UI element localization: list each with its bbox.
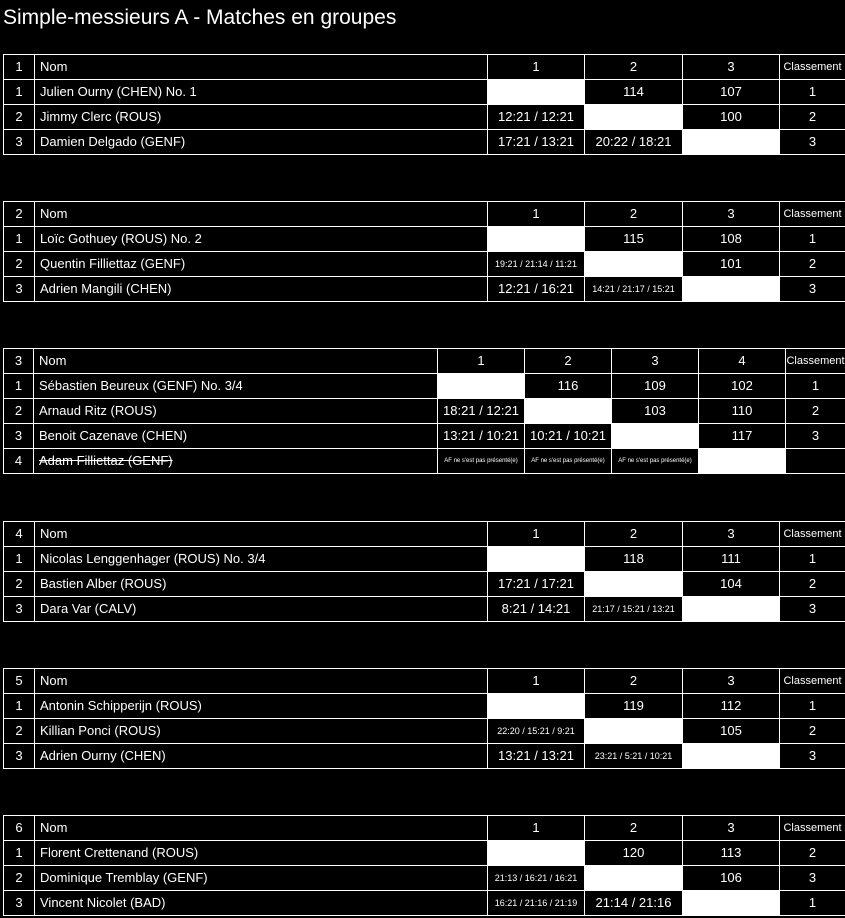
match-score-cell: 13:21 / 10:21 [438,424,525,449]
opponent-column-header: 3 [612,349,699,374]
player-rank: 2 [780,572,845,597]
player-name: Damien Delgado (GENF) [35,130,488,155]
player-row [4,547,845,572]
name-column-header: Nom [35,816,488,841]
opponent-column-header: 2 [585,202,683,227]
player-name: Adrien Ourny (CHEN) [35,744,488,769]
player-position: 1 [4,547,35,572]
group-table-6 [3,815,845,916]
no-show-cell: AF ne s'est pas présenté(e) [525,449,612,474]
opponent-column-header: 2 [525,349,612,374]
player-row [4,80,845,105]
match-cell: 114 [585,80,683,105]
player-rank: 2 [780,105,845,130]
group-number: 4 [4,522,35,547]
player-rank: 3 [786,424,845,449]
player-position: 3 [4,130,35,155]
group-header-row [4,202,845,227]
player-rank [786,449,845,474]
player-rank: 3 [780,744,845,769]
player-row [4,719,845,744]
player-name: Dominique Tremblay (GENF) [35,866,488,891]
player-row [4,866,845,891]
player-rank: 2 [780,719,845,744]
player-name: Jimmy Clerc (ROUS) [35,105,488,130]
player-name: Loïc Gothuey (ROUS) No. 2 [35,227,488,252]
player-position: 1 [4,694,35,719]
group-table-2 [3,201,845,302]
match-cell: 111 [683,547,780,572]
group-number: 6 [4,816,35,841]
player-position: 3 [4,597,35,622]
self-match-cell [612,424,699,449]
match-score-cell: 8:21 / 14:21 [488,597,585,622]
name-column-header: Nom [35,669,488,694]
match-cell: 117 [699,424,786,449]
player-row [4,252,845,277]
player-position: 1 [4,80,35,105]
player-row [4,227,845,252]
player-name-withdrawn: Adam Filliettaz (GENF) [34,449,438,474]
match-score-cell: 21:14 / 21:16 [585,891,683,916]
player-row [4,424,845,449]
match-cell: 102 [699,374,786,399]
group-number: 2 [4,202,35,227]
match-cell: 118 [585,547,683,572]
player-rank: 3 [780,277,845,302]
group-header-row [4,522,845,547]
self-match-cell [585,252,683,277]
player-name: Bastien Alber (ROUS) [35,572,488,597]
page-title: Simple-messieurs A - Matches en groupes [3,6,397,29]
match-score-cell: 20:22 / 18:21 [585,130,683,155]
player-rank: 1 [780,891,845,916]
ranking-column-header: Classement [786,349,845,374]
match-cell: 109 [612,374,699,399]
match-score-cell: 21:17 / 15:21 / 13:21 [585,597,683,622]
self-match-cell [699,449,786,474]
opponent-column-header: 2 [585,55,683,80]
player-rank: 2 [780,252,845,277]
player-rank: 3 [780,130,845,155]
self-match-cell [683,744,780,769]
group-table-1 [3,54,845,155]
player-name: Benoit Cazenave (CHEN) [34,424,438,449]
player-position: 1 [4,841,35,866]
match-score-cell: 10:21 / 10:21 [525,424,612,449]
player-row [4,841,845,866]
self-match-cell [585,105,683,130]
opponent-column-header: 3 [683,669,780,694]
group-header-row [4,55,845,80]
match-score-cell: 23:21 / 5:21 / 10:21 [585,744,683,769]
player-rank: 1 [780,547,845,572]
opponent-column-header: 1 [438,349,525,374]
match-score-cell: 18:21 / 12:21 [438,399,525,424]
player-position: 3 [4,891,35,916]
opponent-column-header: 4 [699,349,786,374]
player-row [4,694,845,719]
player-rank: 1 [780,227,845,252]
name-column-header: Nom [35,522,488,547]
opponent-column-header: 1 [488,202,585,227]
self-match-cell [438,374,525,399]
opponent-column-header: 2 [585,669,683,694]
player-row [4,374,845,399]
group-table-3 [3,348,845,474]
player-name: Antonin Schipperijn (ROUS) [35,694,488,719]
player-row [4,891,845,916]
opponent-column-header: 2 [585,522,683,547]
no-show-cell: AF ne s'est pas présenté(e) [438,449,525,474]
match-score-cell: 13:21 / 13:21 [488,744,585,769]
group-number: 1 [4,55,35,80]
player-name: Dara Var (CALV) [35,597,488,622]
player-position: 2 [4,572,35,597]
opponent-column-header: 3 [683,522,780,547]
self-match-cell [488,841,585,866]
match-cell: 119 [585,694,683,719]
match-cell: 101 [683,252,780,277]
match-cell: 103 [612,399,699,424]
group-header-row [4,349,845,374]
name-column-header: Nom [34,349,438,374]
player-position: 3 [4,744,35,769]
ranking-column-header: Classement [780,522,845,547]
match-score-cell: 22:20 / 15:21 / 9:21 [488,719,585,744]
ranking-column-header: Classement [780,202,845,227]
opponent-column-header: 3 [683,55,780,80]
player-name: Arnaud Ritz (ROUS) [34,399,438,424]
match-score-cell: 16:21 / 21:16 / 21:19 [488,891,585,916]
player-name: Quentin Filliettaz (GENF) [35,252,488,277]
opponent-column-header: 1 [488,816,585,841]
group-table-5 [3,668,845,769]
player-position: 2 [4,252,35,277]
player-row [4,572,845,597]
match-cell: 113 [683,841,780,866]
group-number: 5 [4,669,35,694]
player-position: 3 [4,277,35,302]
match-cell: 108 [683,227,780,252]
match-score-cell: 21:13 / 16:21 / 16:21 [488,866,585,891]
match-cell: 107 [683,80,780,105]
match-score-cell: 19:21 / 21:14 / 11:21 [488,252,585,277]
opponent-column-header: 1 [488,55,585,80]
self-match-cell [488,80,585,105]
player-position: 1 [4,374,34,399]
group-header-row [4,816,845,841]
opponent-column-header: 2 [585,816,683,841]
player-row [4,597,845,622]
group-number: 3 [4,349,34,374]
opponent-column-header: 1 [488,522,585,547]
match-cell: 115 [585,227,683,252]
self-match-cell [488,547,585,572]
player-name: Florent Crettenand (ROUS) [35,841,488,866]
match-score-cell: 17:21 / 13:21 [488,130,585,155]
self-match-cell [585,866,683,891]
match-cell: 112 [683,694,780,719]
ranking-column-header: Classement [780,816,845,841]
player-position: 1 [4,227,35,252]
player-position: 2 [4,399,34,424]
player-rank: 3 [780,866,845,891]
player-rank: 2 [786,399,845,424]
match-score-cell: 17:21 / 17:21 [488,572,585,597]
player-position: 2 [4,866,35,891]
player-row-withdrawn [4,449,845,474]
ranking-column-header: Classement [780,669,845,694]
player-position: 3 [4,424,34,449]
no-show-cell: AF ne s'est pas présenté(e) [612,449,699,474]
player-name: Nicolas Lenggenhager (ROUS) No. 3/4 [35,547,488,572]
self-match-cell [683,130,780,155]
self-match-cell [488,694,585,719]
player-name: Julien Ourny (CHEN) No. 1 [35,80,488,105]
player-rank: 1 [780,80,845,105]
match-cell: 116 [525,374,612,399]
self-match-cell [525,399,612,424]
self-match-cell [683,597,780,622]
player-rank: 1 [780,694,845,719]
self-match-cell [683,891,780,916]
player-name: Killian Ponci (ROUS) [35,719,488,744]
self-match-cell [585,572,683,597]
name-column-header: Nom [35,55,488,80]
opponent-column-header: 3 [683,816,780,841]
player-name: Adrien Mangili (CHEN) [35,277,488,302]
player-name: Vincent Nicolet (BAD) [35,891,488,916]
match-cell: 100 [683,105,780,130]
match-cell: 104 [683,572,780,597]
player-position: 4 [4,449,34,474]
self-match-cell [585,719,683,744]
player-name: Sébastien Beureux (GENF) No. 3/4 [34,374,438,399]
player-row [4,130,845,155]
group-table-4 [3,521,845,622]
player-row [4,277,845,302]
match-score-cell: 14:21 / 21:17 / 15:21 [585,277,683,302]
opponent-column-header: 3 [683,202,780,227]
match-cell: 120 [585,841,683,866]
group-header-row [4,669,845,694]
player-row [4,105,845,130]
player-position: 2 [4,719,35,744]
match-cell: 106 [683,866,780,891]
match-cell: 105 [683,719,780,744]
match-score-cell: 12:21 / 12:21 [488,105,585,130]
player-rank: 3 [780,597,845,622]
self-match-cell [683,277,780,302]
ranking-column-header: Classement [780,55,845,80]
self-match-cell [488,227,585,252]
player-row [4,399,845,424]
name-column-header: Nom [35,202,488,227]
player-rank: 2 [780,841,845,866]
match-score-cell: 12:21 / 16:21 [488,277,585,302]
player-position: 2 [4,105,35,130]
opponent-column-header: 1 [488,669,585,694]
match-cell: 110 [699,399,786,424]
player-row [4,744,845,769]
player-rank: 1 [786,374,845,399]
